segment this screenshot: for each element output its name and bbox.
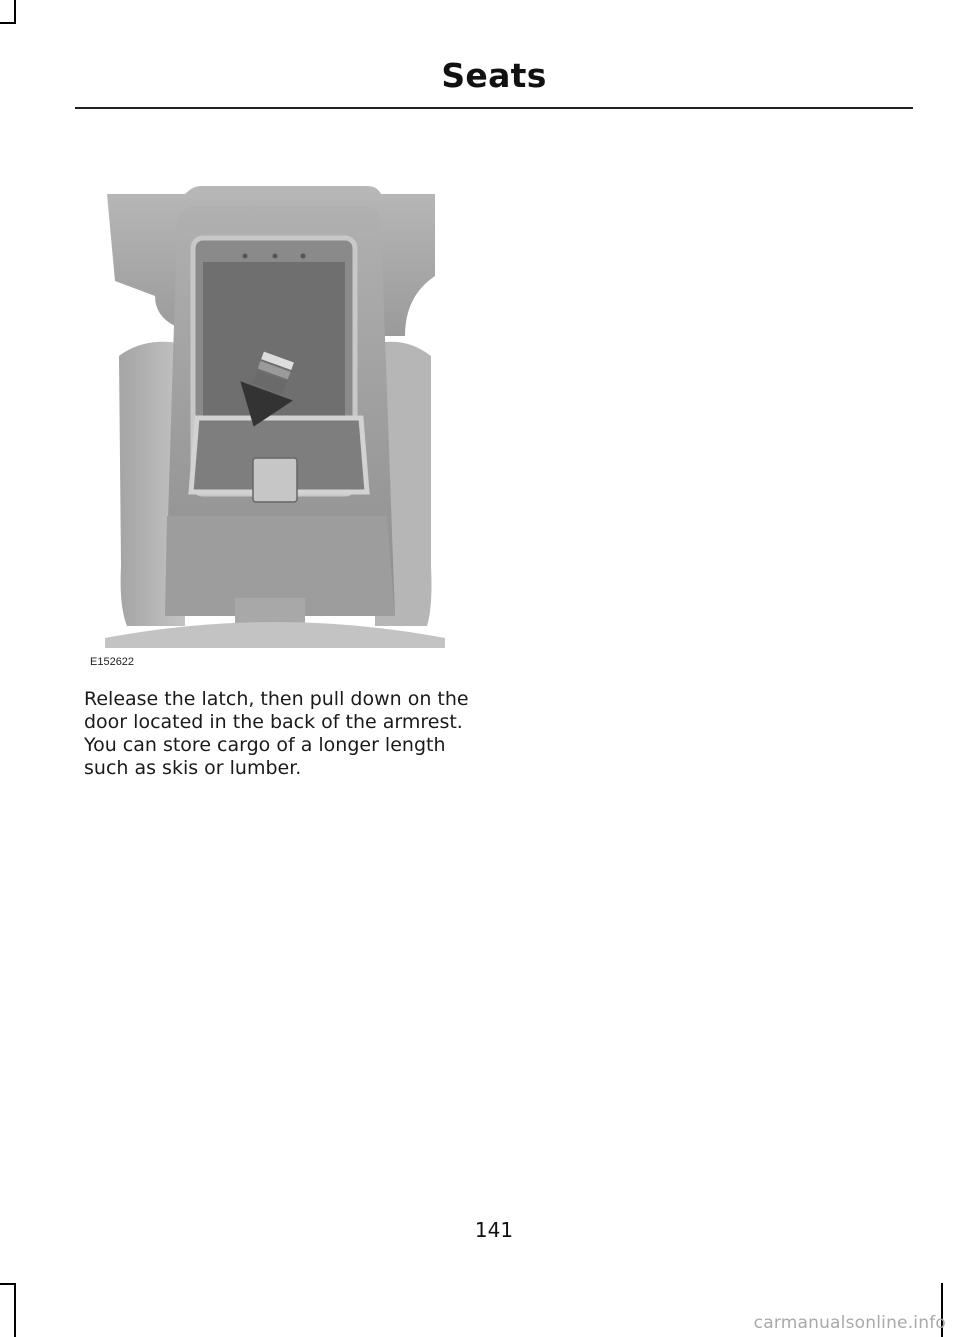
crop-mark-bottom-left-horizontal: [0, 1283, 16, 1285]
header-divider: [75, 107, 913, 109]
page-number: 141: [474, 1218, 514, 1242]
body-paragraph: Release the latch, then pull down on the door located in the back of the armrest. You can store cargo of a longer length such as skis or lumber.: [84, 688, 469, 779]
figure-id: E152622: [90, 656, 135, 668]
armrest-pass-through-door-icon: [105, 186, 445, 648]
crop-mark-top-left-horizontal: [0, 22, 16, 24]
armrest-illustration: [105, 186, 445, 648]
crop-mark-bottom-left-vertical: [14, 1283, 16, 1337]
page-title: Seats: [441, 56, 547, 95]
crop-mark-top-left-vertical: [14, 0, 16, 24]
footer-watermark[interactable]: carmanualsonline.info: [753, 1313, 946, 1333]
